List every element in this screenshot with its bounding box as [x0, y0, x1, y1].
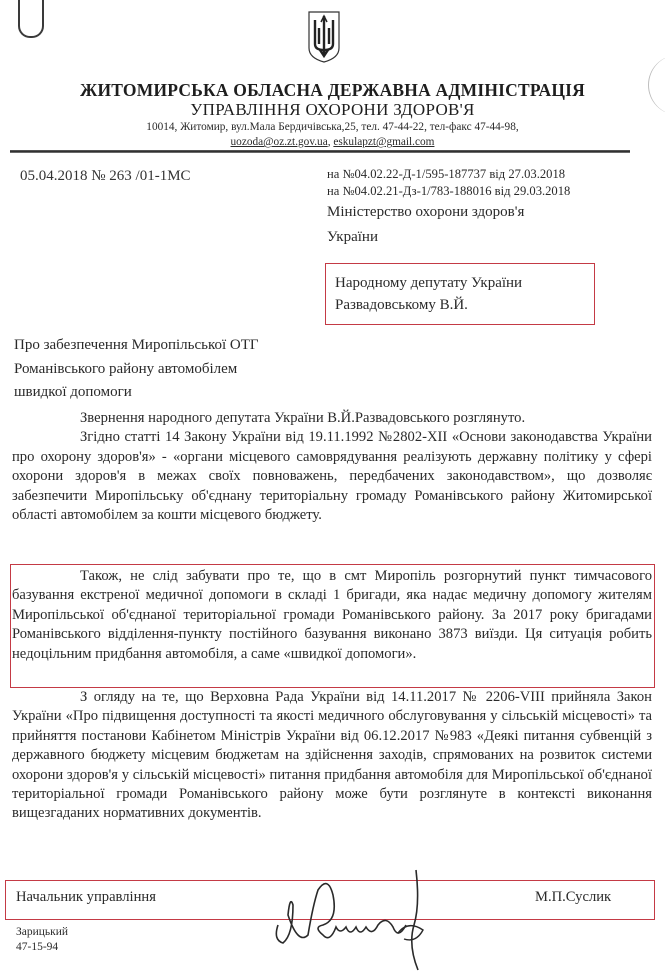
letterhead-emails	[0, 136, 665, 148]
subject-line-1: Про забезпечення Миропільської ОТГ	[14, 337, 259, 353]
letterhead-divider	[10, 150, 630, 153]
subject-line-3: швидкої допомоги	[14, 384, 132, 400]
trident-emblem-icon	[307, 10, 341, 64]
letterhead-address: 10014, Житомир, вул.Мала Бердичівська,25, тел. 47-44-22, тел-факс 47-44-98,	[146, 121, 519, 133]
organization-title: ЖИТОМИРСЬКА ОБЛАСНА ДЕРЖАВНА АДМІНІСТРАЦІЯ	[79, 80, 586, 100]
addressee-line-2: Развадовському В.Й.	[335, 297, 468, 313]
reference-1: на №04.02.22-Д-1/595-187737 від 27.03.2018	[327, 167, 566, 181]
department-title: УПРАВЛІННЯ ОХОРОНИ ЗДОРОВ'Я	[190, 100, 475, 119]
paragraph-2: Згідно статті 14 Закону України від 19.11.1992 №2802-XII «Основи законодавства України про охорону здоров'я» - «органи місцевого самоврядування реалізують державну політику у сфері охорони здоров'я в межах своїх повноважень, передбачених законодавством», що дозволяє забезпечити Миропільську об'єднану територіальну громаду Романівського району Житомирської області автомобілем за кошти місцевого бюджету.	[12, 429, 652, 524]
body-paragraphs-1-2	[12, 409, 652, 525]
email-separator: ,	[327, 136, 334, 148]
ministry-recipient	[327, 200, 627, 250]
email-link-2[interactable]: eskulapzt@gmail.com	[333, 136, 435, 148]
body-paragraph-4-block	[12, 688, 652, 824]
addressee-block	[335, 272, 522, 316]
registration-number: 05.04.2018 № 263 /01-1МС	[20, 168, 191, 184]
paragraph-1: Звернення народного депутата України В.Й.Развадовського розглянуто.	[80, 410, 526, 426]
ministry-line-1: Міністерство охорони здоров'я	[327, 204, 525, 220]
email-link-1[interactable]: uozoda@oz.zt.gov.ua	[230, 136, 328, 148]
addressee-line-1: Народному депутату України	[335, 275, 523, 291]
ministry-line-2: України	[327, 229, 378, 245]
executor-info	[16, 925, 68, 955]
signatory-title: Начальник управління	[16, 889, 156, 905]
paragraph-3: Також, не слід забувати про те, що в смт Миропіль розгорнутий пункт тимчасового базування екстреної медичної допомоги в складі 1 бригади, яка надає медичну допомогу жителям Миропільської об'єднаної територіальної громади Романівського району. За 2017 року бригадами Романівського відділення-пункту постійного базування виконано 3873 виїзди. Ця ситуація робить недоцільним придбання автомобіля, а саме «швидкої допомоги».	[12, 568, 652, 662]
paragraph-4: З огляду на те, що Верховна Рада України від 14.11.2017 № 2206-VIII прийняла Закон України «Про підвищення доступності та якості медичного обслуговування у сільській місцевості» та прийняття постанови Кабінетом Міністрів України від 06.12.2017 №983 «Деякі питання субвенцій з державного бюджету місцевим бюджетам на здійснення заходів, спрямованих на розвиток системи охорони здоров'я у сільській місцевості» питання придбання автомобіля для Миропільської об'єднаної територіальної громади Романівського району може бути розглянуте в контексті виконання вищезгаданих нормативних документів.	[12, 689, 652, 822]
paper-clip-mark	[18, 0, 44, 38]
reference-2: на №04.02.21-Дз-1/783-188016 від 29.03.2018	[327, 184, 571, 198]
body-paragraph-3-block	[12, 567, 652, 664]
executor-name: Зарицький	[16, 926, 69, 938]
subject-line-2: Романівського району автомобілем	[14, 360, 238, 377]
signatory-name: М.П.Суслик	[535, 889, 612, 905]
executor-phone: 47-15-94	[16, 941, 59, 953]
handwritten-signature-icon	[268, 865, 428, 975]
letter-subject	[14, 334, 314, 405]
